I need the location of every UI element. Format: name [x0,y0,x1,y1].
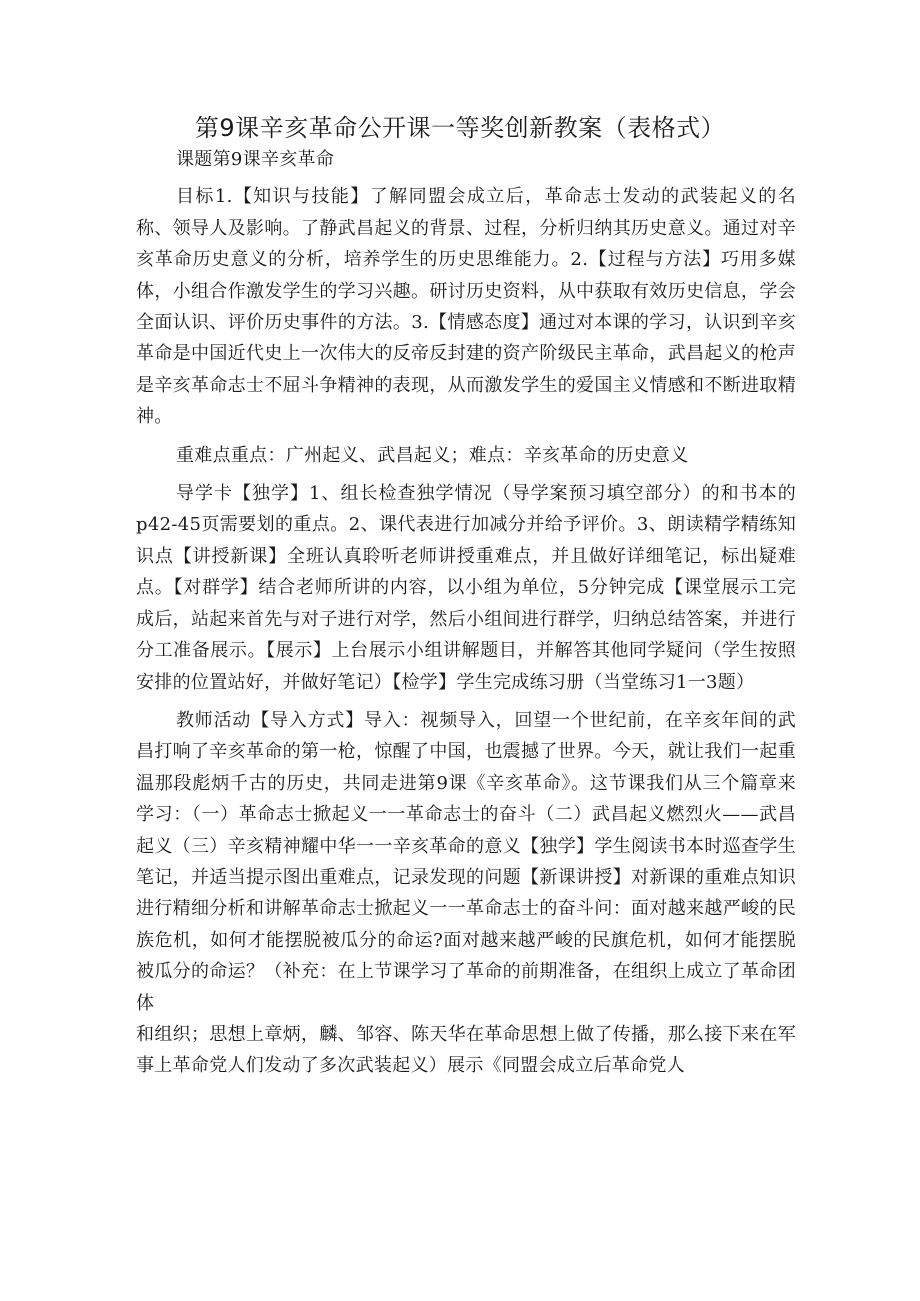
objectives-paragraph: 目标1.【知识与技能】了解同盟会成立后，革命志士发动的武装起义的名称、领导人及影响。了静武昌起义的背景、过程，分析归纳其历史意义。通过对辛亥革命历史意义的分析，培养学生的历史思维能力。2.【过程与方法】巧用多媒体，小组合作激发学生的学习兴趣。研讨历史资料，从中获取有效历史信息，学会全面认识、评价历史事件的方法。3.【情感态度】通过对本课的学习，认识到辛亥革命是中国近代史上一次伟大的反帝反封建的资产阶级民主革命，武昌起义的枪声是辛亥革命志士不屈斗争精神的表现，从而激发学生的爱国主义情感和不断进取精神。 [136,186,796,428]
lesson-topic-paragraph: 课题第9课辛亥革命 [176,149,335,170]
teacher-activity-continued-paragraph: 和组织；思想上章炳，麟、邹容、陈天华在革命思想上做了传播，那么接下来在军事上革命党人们发动了多次武装起义）展示《同盟会成立后革命党人 [136,1023,796,1077]
key-points-paragraph: 重难点重点：广州起义、武昌起义；难点：辛亥革命的历史意义 [176,444,689,466]
document-title: 第9课辛亥革命公开课一等奖创新教案（表格式） [194,114,726,142]
teacher-activity-paragraph: 教师活动【导入方式】导入：视频导入，回望一个世纪前，在辛亥年间的武昌打响了辛亥革命的第一枪，惊醒了中国，也震撼了世界。今天，就让我们一起重温那段彪炳千古的历史，共同走进第9课《辛亥革命》。这节课我们从三个篇章来学习：（一）革命志士掀起义一一革命志士的奋斗（二）武昌起义燃烈火——武昌起义（三）辛亥精神耀中华一一辛亥革命的意义【独学】学生阅读书本时巡查学生笔记，并适当提示图出重难点，记录发现的问题【新课讲授】对新课的重难点知识进行精细分析和讲解革命志士掀起义一一革命志士的奋斗问：面对越来越严峻的民族危机，如何才能摆脱被瓜分的命运?面对越来越严峻的民旗危机，如何才能摆脱被瓜分的命运？（补充：在上节课学习了革命的前期准备，在组织上成立了革命团体 [136,709,796,1014]
document-body [136,144,796,1089]
study-guide-paragraph: 导学卡【独学】1、组长检查独学情况（导学案预习填空部分）的和书本的p42-45页需要划的重点。2、课代表进行加减分并给予评价。3、朗读精学精练知识点【讲授新课】全班认真聆听老师讲授重难点，并且做好详细笔记，标出疑难点。【对群学】结合老师所讲的内容，以小组为单位，5分钟完成【课堂展示工完成后，站起来首先与对子进行对学，然后小组间进行群学，归纳总结答案，并进行分工准备展示。【展示】上台展示小组讲解题目，并解答其他同学疑问（学生按照安排的位置站好，并做好笔记）【检学】学生完成练习册（当堂练习1一3题） [136,483,796,693]
